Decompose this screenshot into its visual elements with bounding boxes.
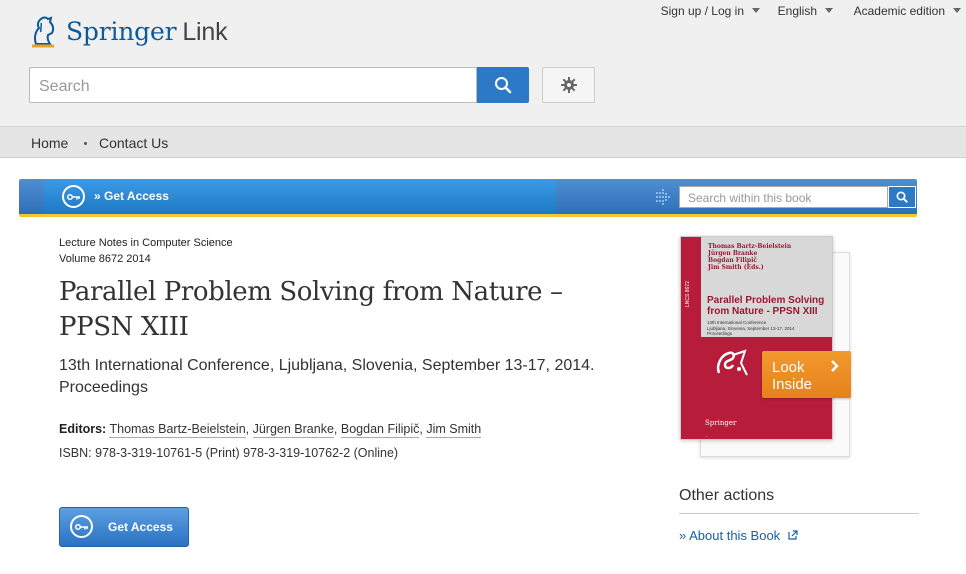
chevron-down-icon — [752, 8, 760, 13]
get-access-bar-label: » Get Access — [94, 189, 169, 203]
divider — [679, 513, 919, 514]
cover-subtitle: 13th International Conference Ljubljana, Slovenia, September 13-17, 2014 Proceedings — [707, 320, 795, 336]
nav-contact-link[interactable]: Contact Us — [99, 135, 169, 151]
editor-link[interactable]: Jürgen Branke — [252, 422, 334, 436]
key-icon — [75, 523, 89, 531]
book-series-link[interactable]: Lecture Notes in Computer Science — [59, 237, 233, 249]
external-link-icon — [788, 530, 798, 540]
book-cover[interactable] — [680, 236, 833, 440]
cover-authors: Thomas Bartz-Beielstein Jürgen Branke Bogdan Filipič Jim Smith (Eds.) — [708, 243, 792, 271]
search-input[interactable]: Search — [29, 67, 477, 103]
search-within-book-input[interactable]: Search within this book — [679, 186, 888, 208]
editor-link[interactable]: Jim Smith — [426, 422, 482, 436]
get-access-label: Get Access — [108, 520, 173, 534]
gear-icon — [561, 77, 577, 93]
login-label: Sign up / Log in — [660, 4, 744, 18]
cover-publisher: Springer — [705, 419, 737, 427]
search-options-button[interactable] — [542, 67, 595, 103]
get-access-bar-link[interactable] — [44, 179, 556, 214]
editors-line: Editors: Thomas Bartz-Beielstein, Jürgen Branke, Bogdan Filipič, Jim Smith — [59, 422, 482, 436]
cover-title: Parallel Problem Solving from Nature - PPSN XIII — [707, 295, 825, 317]
chevron-down-icon — [953, 8, 961, 13]
about-this-book-label: » About this Book — [679, 528, 781, 543]
search-icon — [896, 191, 908, 203]
isbn: ISBN: 978-3-319-10761-5 (Print) 978-3-319-10762-2 (Online) — [59, 446, 399, 460]
main-nav — [0, 126, 966, 158]
key-icon-circle — [62, 185, 85, 208]
login-link[interactable] — [661, 4, 760, 18]
logo-text — [66, 17, 227, 47]
nav-separator — [84, 142, 87, 145]
page-title: Parallel Problem Solving from Nature – PPSN XIII — [59, 277, 563, 342]
cover-logo-icon — [711, 345, 751, 385]
book-subtitle: 13th International Conference, Ljubljana, Slovenia, September 13-17, 2014. Proceedings — [59, 357, 595, 396]
search-within-book-button[interactable] — [888, 186, 916, 208]
other-actions-heading: Other actions — [679, 487, 775, 504]
brand-name: Springer — [66, 17, 177, 46]
look-inside-label: Look Inside — [772, 359, 813, 393]
language-label: English — [777, 4, 817, 18]
key-icon — [67, 193, 81, 201]
access-bar — [19, 179, 917, 217]
edition-selector[interactable] — [854, 4, 961, 18]
edition-label: Academic edition — [853, 4, 945, 18]
nav-home-link[interactable]: Home — [31, 135, 69, 151]
dotted-arrow-icon — [655, 188, 673, 206]
search-button[interactable] — [477, 67, 529, 103]
springer-horse-icon — [28, 14, 58, 50]
editor-link[interactable]: Bogdan Filipič — [340, 422, 420, 436]
cover-footer-text: — — [705, 434, 708, 438]
editors-label: Editors: — [59, 422, 107, 436]
language-selector[interactable] — [778, 4, 833, 18]
springer-link-logo[interactable] — [28, 12, 227, 52]
book-volume: Volume 8672 2014 — [59, 253, 151, 265]
key-icon-circle — [70, 515, 93, 538]
about-this-book-link[interactable] — [679, 528, 798, 543]
chevron-down-icon — [825, 8, 833, 13]
site-header — [0, 0, 966, 126]
cover-lncs: LNCS 8672 — [685, 281, 691, 307]
search-icon — [494, 76, 512, 94]
look-inside-button[interactable] — [762, 351, 851, 398]
get-access-button[interactable] — [59, 507, 189, 547]
editor-link[interactable]: Thomas Bartz-Beielstein — [109, 422, 246, 436]
cover-spine-strip — [681, 237, 701, 440]
chevron-right-icon — [830, 359, 840, 373]
brand-suffix: Link — [182, 18, 228, 46]
